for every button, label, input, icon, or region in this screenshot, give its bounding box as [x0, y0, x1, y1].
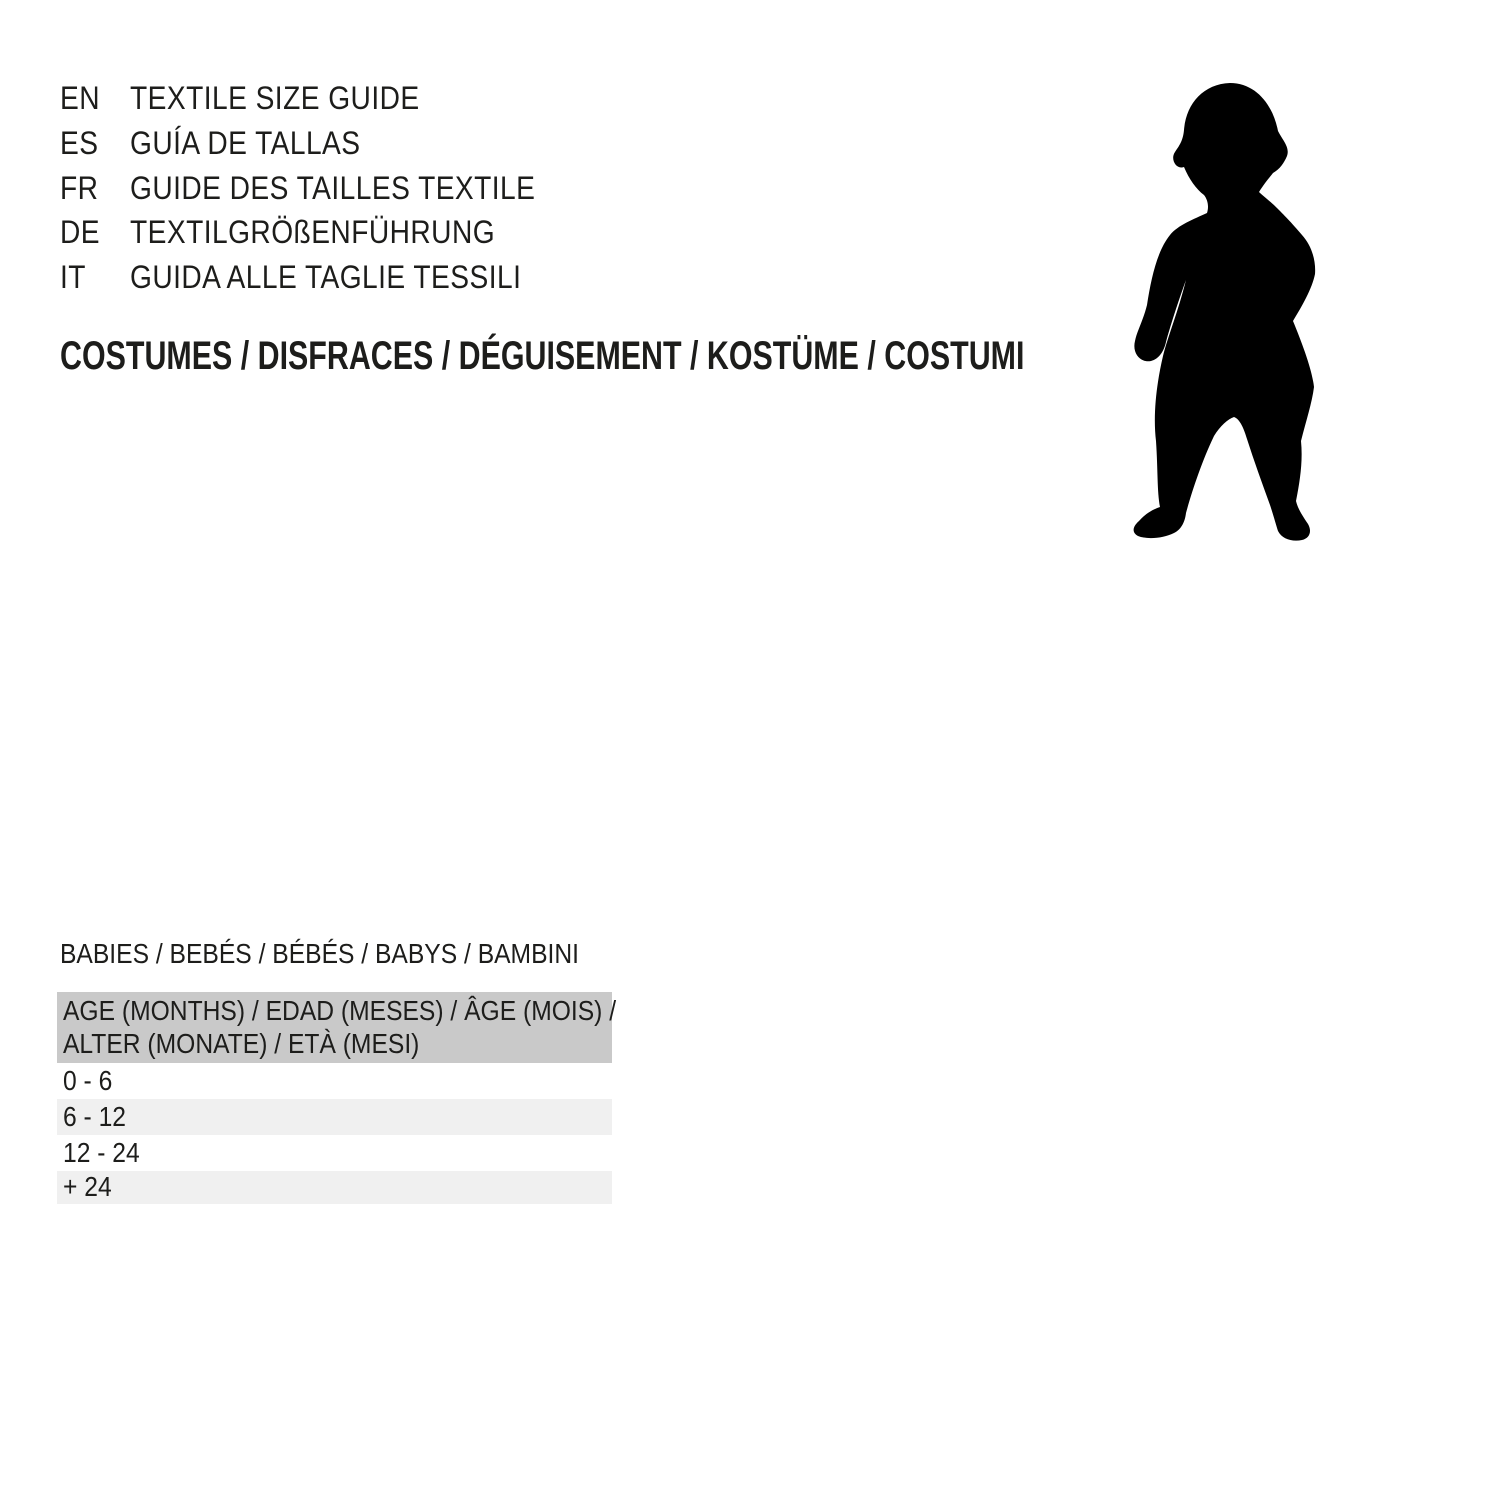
toddler-silhouette-icon — [1130, 80, 1350, 545]
list-item — [60, 255, 591, 300]
language-code: EN — [60, 80, 100, 116]
age-range-value: 0 - 6 — [63, 1065, 113, 1096]
age-range-value: + 24 — [63, 1171, 112, 1202]
list-item — [60, 76, 591, 121]
table-row — [57, 1171, 612, 1204]
language-title: TEXTILGRÖßENFÜHRUNG — [130, 214, 496, 251]
table-row — [57, 1099, 612, 1135]
language-code: ES — [60, 124, 99, 161]
table-row — [57, 1063, 612, 1099]
category-title: COSTUMES / DISFRACES / DÉGUISEMENT / KOSTÜME / COSTUMI — [60, 334, 1025, 378]
language-title: TEXTILE SIZE GUIDE — [130, 80, 420, 116]
toddler-silhouette-path — [1134, 83, 1316, 541]
language-title: GUÍA DE TALLAS — [130, 124, 361, 161]
table-header-age — [57, 992, 617, 1063]
table-header-line: AGE (MONTHS) / EDAD (MESES) / ÂGE (MOIS) / — [63, 995, 617, 1026]
age-range-value: 12 - 24 — [63, 1137, 140, 1168]
table-row — [57, 1135, 612, 1171]
age-size-table — [57, 992, 617, 1204]
language-code: FR — [60, 169, 99, 206]
language-title-list — [60, 76, 591, 300]
language-title: GUIDE DES TAILLES TEXTILE — [130, 169, 536, 206]
language-code: IT — [60, 259, 86, 296]
list-item — [60, 166, 591, 211]
list-item — [60, 121, 591, 166]
section-title-babies: BABIES / BEBÉS / BÉBÉS / BABYS / BAMBINI — [60, 938, 580, 969]
table-header-line: ALTER (MONATE) / ETÀ (MESI) — [63, 1028, 420, 1059]
age-range-value: 6 - 12 — [63, 1101, 127, 1132]
toddler-silhouette-svg — [1130, 80, 1350, 545]
language-title: GUIDA ALLE TAGLIE TESSILI — [130, 259, 522, 296]
language-code: DE — [60, 214, 100, 251]
list-item — [60, 210, 591, 255]
